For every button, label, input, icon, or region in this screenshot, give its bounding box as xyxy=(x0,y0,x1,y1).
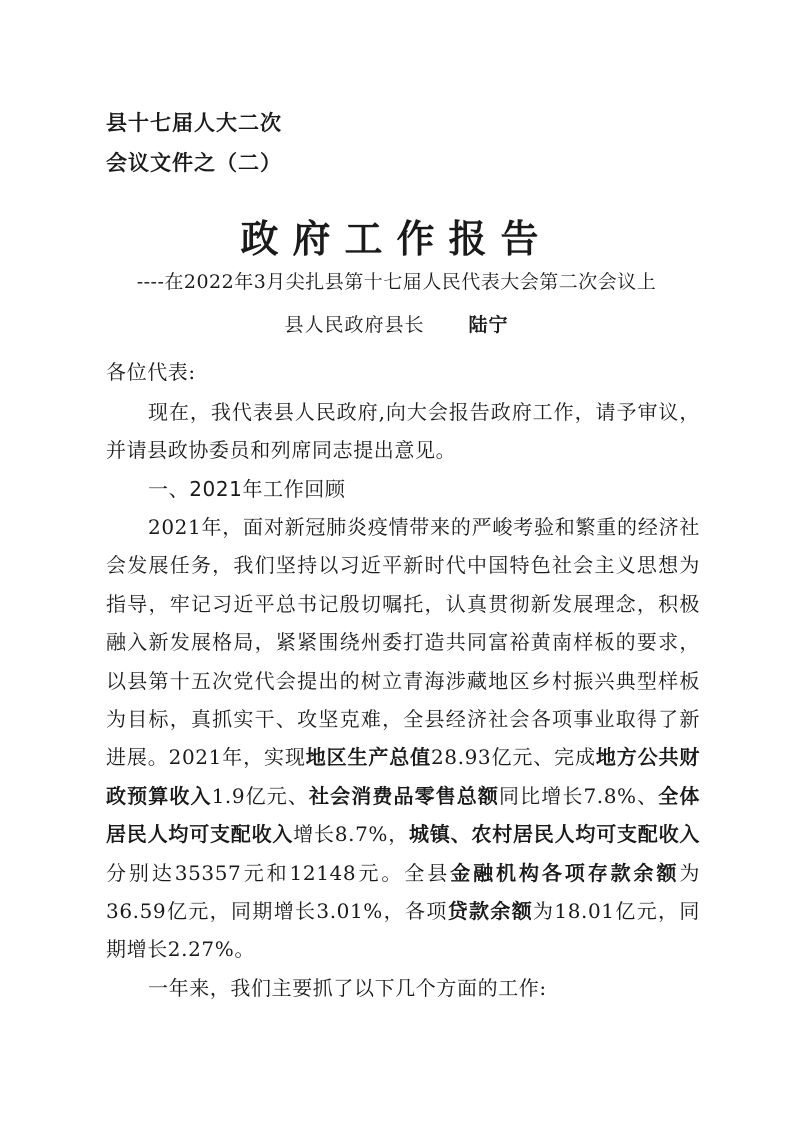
report-subtitle: ----在2022年3月尖扎县第十七届人民代表大会第二次会议上 xyxy=(136,271,657,293)
highlight-term: 地区生产总值 xyxy=(305,745,431,770)
paragraph-intro: 现在，我代表县人民政府,向大会报告政府工作，请予审议，并请县政协委员和列席同志提出意见。 xyxy=(106,400,700,463)
speaker-line xyxy=(0,310,793,337)
document-label-line1: 县十七届人大二次 xyxy=(106,111,282,135)
text-run: 为36.59亿元，同期增长3.01%，各项 xyxy=(106,860,701,924)
highlight-term: 金融机构各项存款余额 xyxy=(450,860,680,885)
speaker-role: 县人民政府县长 xyxy=(284,314,425,336)
paragraph-review xyxy=(106,508,700,969)
text-run: 1.9亿元、 xyxy=(211,783,310,808)
highlight-term: 贷款余额 xyxy=(447,899,534,924)
text-run: 同比增长7.8%、 xyxy=(499,783,659,808)
text-run: 为18.01亿元，同期增长2.27%。 xyxy=(106,899,700,962)
highlight-term: 全体居民人均可支配收入 xyxy=(106,783,701,847)
text-run: 28.93亿元、完成 xyxy=(430,745,596,770)
paragraph-closing: 一年来，我们主要抓了以下几个方面的工作: xyxy=(148,976,547,1000)
text-run: 增长8.7%， xyxy=(293,822,410,847)
document-label-line2: 会议文件之（二） xyxy=(106,151,282,175)
highlight-term: 地方公共财政预算收入 xyxy=(106,745,701,808)
section-heading: 一、2021年工作回顾 xyxy=(148,477,346,501)
highlight-term: 社会消费品零售总额 xyxy=(309,783,500,808)
highlight-term: 城镇、农村居民人均可支配收入 xyxy=(409,822,701,847)
speaker-name: 陆宁 xyxy=(468,314,509,336)
greeting: 各位代表: xyxy=(106,360,196,384)
text-run: 2021年，面对新冠肺炎疫情带来的严峻考验和繁重的经济社会发展任务，我们坚持以习近平新时代中国特色社会主义思想为指导，牢记习近平总书记殷切嘱托，认真贯彻新发展理念，积极融入新发展格局，紧紧围绕州委打造共同富裕黄南样板的要求，以县第十五次党代会提出的树立青海涉藏地区乡村振兴典型样板为目标，真抓实干、攻坚克难，全县经济社会各项事业取得了新进展。2021年，实现 xyxy=(106,515,700,770)
text-run: 分别达35357元和12148元。全县 xyxy=(106,860,451,885)
report-title: 政府工作报告 xyxy=(240,216,553,261)
